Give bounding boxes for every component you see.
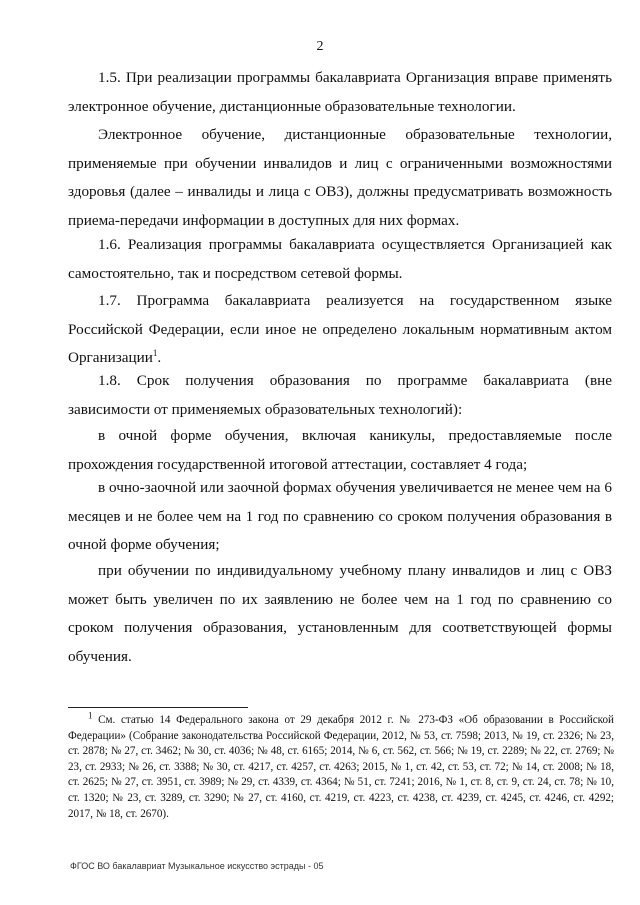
paragraph-1-5: 1.5. При реализации программы бакалавриата Организация вправе применять электронное обучение, дистанционные образовательные технологии.	[68, 69, 612, 115]
paragraph-1-7-text: 1.7. Программа бакалавриата реализуется на государственном языке Российской Федерации, если иное не определено локальным нормативным актом Организации	[68, 292, 612, 367]
paragraph-1-7-end: .	[157, 349, 162, 367]
paragraph-part-time: в очно-заочной или заочной формах обучения увеличивается не менее чем на 6 месяцев и не более чем на 1 год по сравнению со сроком получения образования в очной форме обучения;	[68, 479, 612, 554]
page-footer: ФГОС ВО бакалавриат Музыкальное искусство эстрады - 05	[70, 861, 324, 871]
paragraph-1-8: 1.8. Срок получения образования по программе бакалавриата (вне зависимости от применяемых образовательных технологий):	[68, 372, 612, 418]
paragraph-full-time: в очной форме обучения, включая каникулы, предоставляемые после прохождения государственной итоговой аттестации, составляет 4 года;	[68, 427, 612, 473]
footnote	[68, 710, 614, 822]
footnote-marker: 1	[88, 710, 93, 721]
paragraph-1-6: 1.6. Реализация программы бакалавриата осуществляется Организацией как самостоятельно, так и посредством сетевой формы.	[68, 236, 612, 282]
footnote-reference: 1	[152, 348, 158, 359]
paragraph-1-7	[68, 287, 612, 373]
page-number: 2	[316, 39, 324, 54]
paragraph-e-learning: Электронное обучение, дистанционные образовательные технологии, применяемые при обучении инвалидов и лиц с ограниченными возможностями здоровья (далее – инвалиды и лица с ОВЗ), должны предусматривать возможность приема-передачи информации в доступных для них формах.	[68, 126, 612, 229]
footnote-separator	[68, 707, 248, 708]
paragraph-individual-plan: при обучении по индивидуальному учебному плану инвалидов и лиц с ОВЗ может быть увеличен по их заявлению не более чем на 1 год по сравнению со сроком получения образования, установленным для соответствующей формы обучения.	[68, 562, 612, 665]
footnote-text: См. статью 14 Федерального закона от 29 декабря 2012 г. № 273-ФЗ «Об образовании в Российской Федерации» (Собрание законодательства Российской Федерации, 2012, № 53, ст. 7598; 2013, № 19, ст. 2326; № 23, ст. 2878; № 27, ст. 3462; № 30, ст. 4036; № 48, ст. 6165; 2014, № 6, ст. 562, ст. 566; № 19, ст. 2289; № 22, ст. 2769; № 23, ст. 2933; № 26, ст. 3388; № 30, ст. 4217, ст. 4257, ст. 4263; 2015, № 1, ст. 42, ст. 53, ст. 72; № 14, ст. 2008; № 18, ст. 2625; № 27, ст. 3951, ст. 3989; № 29, ст. 4339, ст. 4364; № 51, ст. 7241; 2016, № 1, ст. 8, ст. 9, ст. 24, ст. 78; № 10, ст. 1320; № 23, ст. 3289, ст. 3290; № 27, ст. 4160, ст. 4219, ст. 4223, ст. 4238, ст. 4239, ст. 4245, ст. 4246, ст. 4292; 2017, № 18, ст. 2670).	[68, 714, 614, 820]
